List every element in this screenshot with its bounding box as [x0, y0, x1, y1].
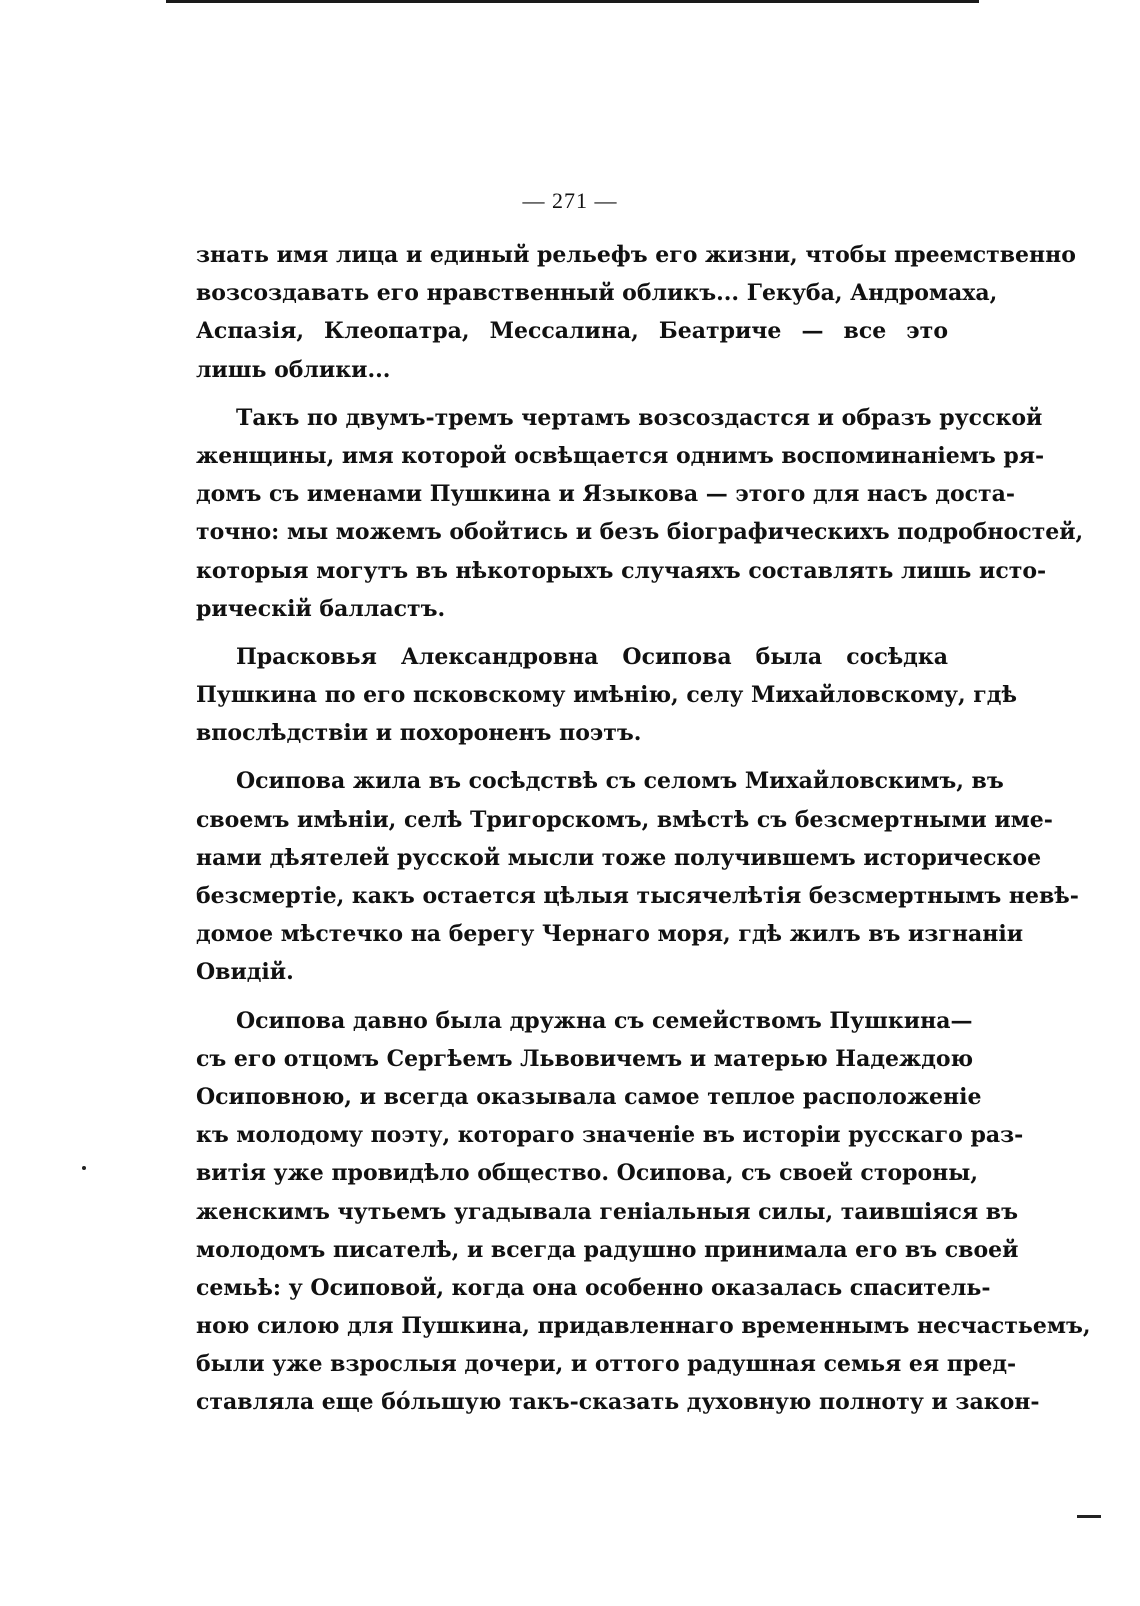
scan-speck	[82, 1166, 86, 1170]
text-line: Осиповною, и всегда оказывала самое теплое расположеніе	[196, 1083, 982, 1110]
scan-mark	[1077, 1515, 1101, 1518]
text-line: лишь облики...	[196, 356, 391, 383]
paragraph	[196, 638, 1017, 753]
text-line: знать имя лица и единый рельефъ его жизни, чтобы преемственно	[196, 242, 1076, 268]
paragraph	[196, 1002, 1091, 1422]
text-line: точно: мы можемъ обойтись и безъ біографическихъ подробностей,	[196, 519, 1084, 546]
paragraph	[196, 399, 1084, 628]
text-line: семьѣ: у Осиповой, когда она особенно оказалась спаситель-	[196, 1274, 991, 1301]
text-line: ставляла еще бо́льшую такъ-сказать духовную полноту и закон-	[196, 1389, 1040, 1416]
paragraph	[196, 762, 1079, 991]
text-line: домое мѣстечко на берегу Чернаго моря, гдѣ жилъ въ изгнаніи	[196, 921, 1024, 948]
text-line: безсмертіе, какъ остается цѣлыя тысячелѣтія безсмертнымъ невѣ-	[196, 883, 1079, 909]
text-line: Осипова давно была дружна съ семействомъ Пушкина—	[236, 1007, 973, 1034]
text-line: домъ съ именами Пушкина и Языкова — этого для насъ доста-	[196, 481, 1016, 508]
text-line: молодомъ писателѣ, и всегда радушно принимала его въ своей	[196, 1236, 1019, 1263]
text-line: Пушкина по его псковскому имѣнію, селу Михайловскому, гдѣ	[196, 682, 1017, 709]
text-line: къ молодому поэту, котораго значеніе въ исторіи русскаго раз-	[196, 1122, 1024, 1149]
text-line: женскимъ чутьемъ угадывала геніальныя силы, таившіяся въ	[196, 1198, 1018, 1225]
text-line: которыя могутъ въ нѣкоторыхъ случаяхъ составлять лишь исто-	[196, 557, 1047, 584]
text-line: Прасковья Александровна Осипова была сосѣдка	[236, 643, 948, 670]
text-line: своемъ имѣніи, селѣ Тригорскомъ, вмѣстѣ съ безсмертными име-	[196, 806, 1053, 833]
text-line: ною силою для Пушкина, придавленнаго временнымъ несчастьемъ,	[196, 1313, 1091, 1340]
text-line: нами дѣятелей русской мысли тоже получившемъ историческое	[196, 844, 1042, 871]
top-rule	[166, 0, 979, 3]
text-line: были уже взрослыя дочери, и оттого радушная семья ея пред-	[196, 1351, 1017, 1378]
text-line: Аспазія, Клеопатра, Мессалина, Беатриче — все это	[196, 318, 948, 345]
text-line: впослѣдствіи и похороненъ поэтъ.	[196, 720, 642, 747]
text-line: витія уже провидѣло общество. Осипова, съ своей стороны,	[196, 1160, 978, 1187]
page-number: — 271 —	[522, 188, 618, 213]
text-line: рическій балластъ.	[196, 595, 446, 622]
text-line: Такъ по двумъ-тремъ чертамъ возсоздастся и образъ русской	[236, 404, 1043, 431]
body-text	[196, 236, 1091, 1422]
text-line: женщины, имя которой освѣщается однимъ воспоминаніемъ ря-	[196, 442, 1045, 469]
paragraph	[196, 236, 1076, 389]
text-line: съ его отцомъ Сергѣемъ Львовичемъ и матерью Надеждою	[196, 1045, 974, 1072]
text-line: возсоздавать его нравственный обликъ... Гекуба, Андромаха,	[196, 280, 998, 307]
text-line: Осипова жила въ сосѣдствѣ съ селомъ Михайловскимъ, въ	[236, 768, 1004, 795]
text-line: Овидій.	[196, 959, 294, 986]
